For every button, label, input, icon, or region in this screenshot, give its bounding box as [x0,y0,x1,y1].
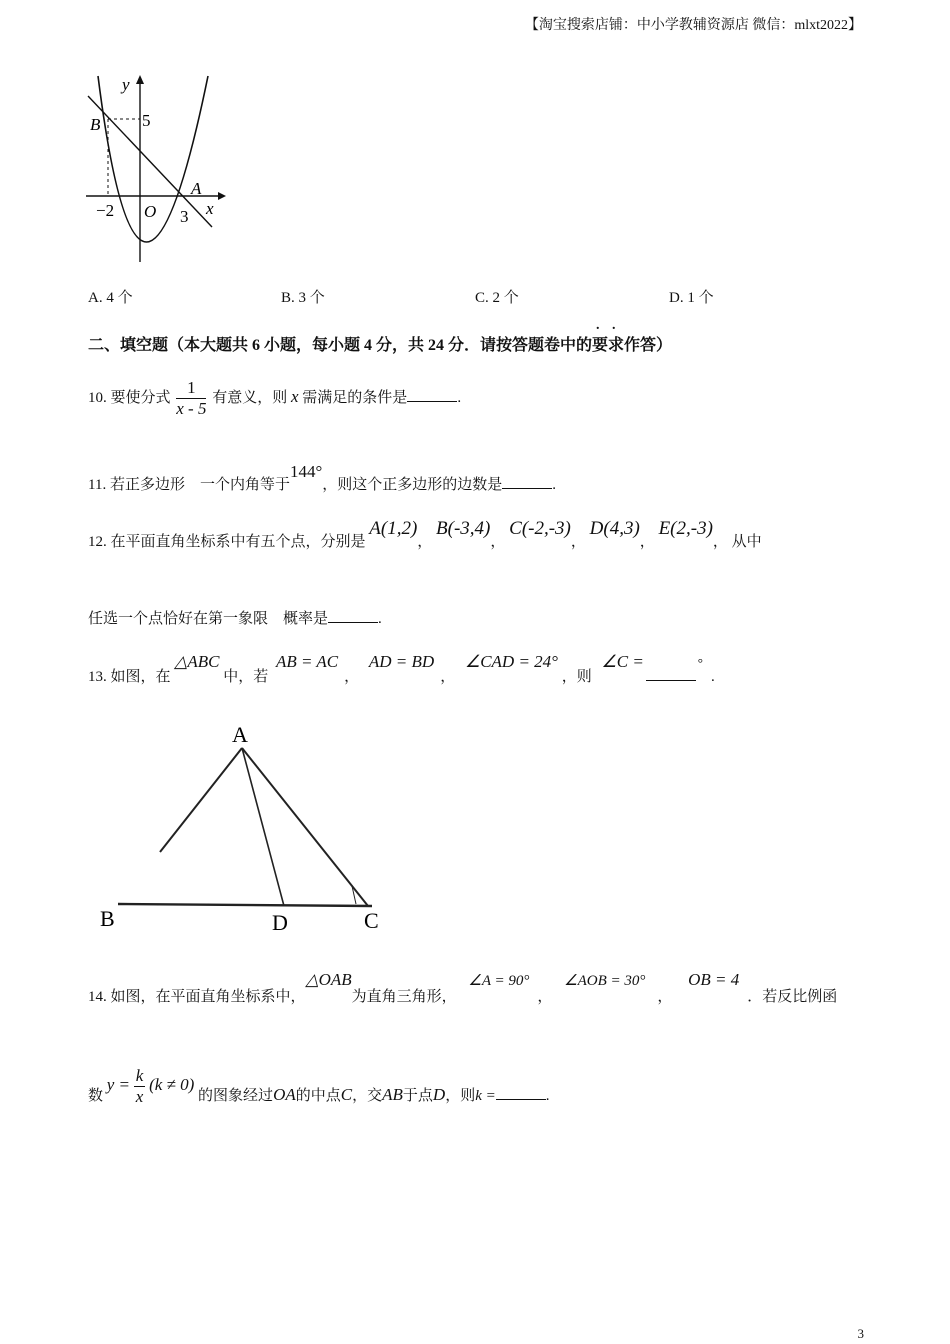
q10-var: x [291,386,299,406]
q14-func-fraction [134,1066,146,1107]
q14-oa: OA [273,1084,296,1104]
label-y: y [122,75,130,94]
x-axis-arrow [218,192,226,200]
q11-end: . [552,477,557,493]
q14-cond-2: ∠AOB = 30° [564,973,646,989]
q13-cond-2: AD = BD [368,652,435,671]
q14-end: . [545,1087,550,1104]
answer-blank-14 [496,1085,546,1100]
q10-prefix: 10. 要使分式 [88,389,171,406]
label-o: O [144,202,157,221]
label-x: x [206,199,214,218]
q12-point-b: B(-3,4) [436,518,491,539]
side-bc [118,904,372,906]
option-d: D. 1 个 [669,290,714,306]
q14-point-c: C [340,1084,353,1104]
q13-triangle: △ABC [174,652,220,671]
q13-prefix: 13. 如图，在 [88,669,171,685]
question-10 [88,378,461,419]
option-c: C. 2 个 [475,290,519,306]
q12-prefix: 12. 在平面直角坐标系中有五个点，分别是 [88,534,366,550]
q14-func-cond: (k ≠ 0) [149,1074,195,1094]
q10-middle: 有意义，则 [212,389,288,406]
question-14-line2 [88,1066,549,1107]
page-number: 3 [857,1326,864,1341]
q14-point-d: D [432,1084,446,1104]
q10-frac-num: 1 [176,378,206,399]
q12-end: . [378,611,382,627]
q13-ask: ∠C = [601,652,644,671]
fig-label-c: C [364,908,379,933]
q13-end: . [711,669,715,685]
q12-point-e: E(2,-3) [658,518,713,539]
fig-label-a: A [232,722,248,747]
q13-cond-3: ∠CAD = 24° [464,652,558,671]
answer-blank-12 [328,608,378,623]
q12-point-a: A(1,2) [369,518,418,539]
label-a: A [191,179,202,198]
label-b: B [90,115,101,134]
q14-mid5: ，则 [445,1087,476,1104]
q14-tail: ．若反比例函 [747,989,838,1005]
q14-mid3: ，交 [352,1087,383,1104]
q14-func-num: k [135,1066,144,1085]
q14-prefix: 14. 如图，在平面直角坐标系中， [88,989,306,1005]
answer-blank-10 [407,387,457,402]
q11-prefix: 11. 若正多边形 一个内角等于 [88,477,290,493]
fig-label-b: B [100,906,115,931]
q14-sep: ， [657,989,673,1005]
y-axis-arrow [136,75,144,84]
q12-sep: ， [639,534,655,550]
parabola-line-graph [84,72,230,268]
q12-suffix: 从中 [731,534,762,550]
label-five: 5 [142,111,151,130]
q14-k: k = [475,1087,496,1104]
emphasis-dot: . [612,318,616,333]
q13-degree: ° [697,655,703,670]
option-b: B. 3 个 [281,290,325,306]
q13-sep: ， [440,669,456,685]
fig-label-d: D [272,910,288,935]
q14-mid2: 的中点 [295,1087,341,1104]
q14-func-den: x [135,1087,144,1106]
q14-cond-1: ∠A = 90° [468,973,530,989]
question-13 [88,652,863,686]
q11-suffix: ，则这个正多边形的边数是 [322,477,503,493]
q12-sep: ， [417,534,433,550]
section-title: 二、填空题（本大题共 6 小题，每小题 4 分，共 24 分．请按答题卷中的要求作答） [88,337,673,354]
q14-mid: 为直角三角形， [351,989,457,1005]
page-header: 【淘宝搜索店铺：中小学教辅资源店 微信：mlxt2022】 [524,18,862,33]
q10-suffix: 需满足的条件是 [302,389,408,406]
question-14 [88,970,863,1006]
q10-frac-den: x - 5 [176,399,207,418]
side-ac [242,748,368,906]
q14-mid4: 于点 [402,1087,433,1104]
q14-cond-3: OB = 4 [688,970,740,989]
q14-triangle: △OAB [305,970,352,989]
side-ab [160,748,242,852]
answer-blank-11 [502,474,552,489]
q14-func-y: y = [106,1074,131,1094]
q10-fraction [176,378,206,419]
q12-point-c: C(-2,-3) [509,518,571,539]
triangle-abc-figure [96,716,396,938]
q14-line2-prefix: 数 [88,1087,104,1104]
label-neg2: −2 [96,201,115,220]
q12-sep: ， [490,534,506,550]
q14-ab: AB [382,1084,403,1104]
q12-point-d: D(4,3) [589,518,640,539]
segment-ad [242,748,284,906]
q12-sep: ， [570,534,586,550]
q11-angle: 144° [289,462,323,481]
q13-mid: 中，若 [223,669,269,685]
option-a: A. 4 个 [88,290,133,306]
q10-end: . [457,389,462,406]
label-three: 3 [180,207,189,226]
question-11 [88,462,556,494]
q14-line2-mid: 的图象经过 [198,1087,274,1104]
q13-then: ，则 [561,669,592,685]
question-12 [88,518,863,551]
q13-cond-1: AB = AC [275,652,339,671]
q13-sep: ， [344,669,360,685]
q12-line2: 任选一个点恰好在第一象限 概率是 [88,611,329,627]
answer-blank-13 [646,666,696,681]
question-12-line2 [88,607,382,628]
q12-sep: ， [712,534,728,550]
emphasis-dot: . [596,318,600,333]
q14-sep: ， [537,989,553,1005]
